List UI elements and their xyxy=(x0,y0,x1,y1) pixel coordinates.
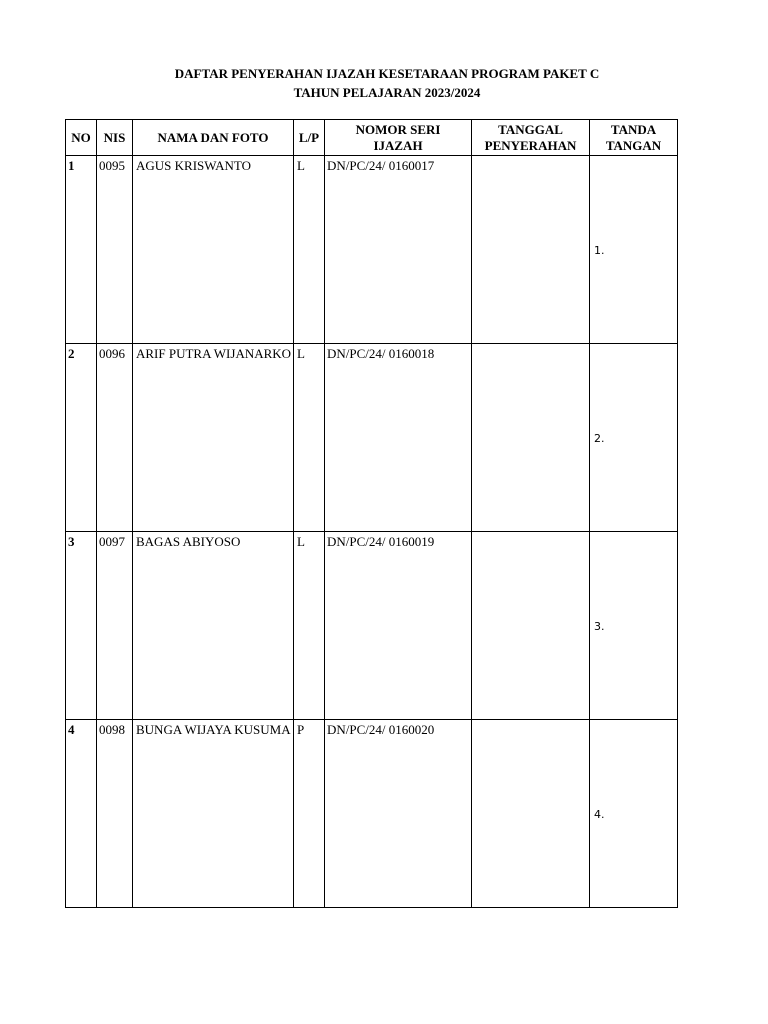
cell-tanda-tangan xyxy=(590,720,678,908)
cell-lp: P xyxy=(294,720,325,908)
cell-tanggal xyxy=(472,344,590,532)
cell-tanggal xyxy=(472,720,590,908)
cell-nama: AGUS KRISWANTO xyxy=(133,156,294,344)
cell-nama: BAGAS ABIYOSO xyxy=(133,532,294,720)
cell-tanda-tangan xyxy=(590,532,678,720)
cell-nomor-seri: DN/PC/24/ 0160019 xyxy=(325,532,472,720)
header-nis: NIS xyxy=(97,120,133,156)
cell-nomor-seri: DN/PC/24/ 0160018 xyxy=(325,344,472,532)
header-tanggal-line1: TANGGAL xyxy=(498,121,563,137)
cell-nis: 0096 xyxy=(97,344,133,532)
document-subtitle: TAHUN PELAJARAN 2023/2024 xyxy=(293,85,481,100)
cell-lp: L xyxy=(294,532,325,720)
diploma-handover-table xyxy=(65,119,678,908)
cell-lp: L xyxy=(294,344,325,532)
header-nama: NAMA DAN FOTO xyxy=(133,120,294,156)
table-row xyxy=(66,532,678,720)
table-row xyxy=(66,720,678,908)
signature-number: 3. xyxy=(594,620,605,633)
cell-nomor-seri: DN/PC/24/ 0160017 xyxy=(325,156,472,344)
cell-no: 4 xyxy=(66,720,97,908)
cell-lp: L xyxy=(294,156,325,344)
cell-nis: 0095 xyxy=(97,156,133,344)
table-row xyxy=(66,156,678,344)
cell-nama: ARIF PUTRA WIJANARKO xyxy=(133,344,294,532)
document-title: DAFTAR PENYERAHAN IJAZAH KESETARAAN PROGRAM PAKET C xyxy=(174,66,600,81)
cell-tanggal xyxy=(472,156,590,344)
header-tanggal-line2: PENYERAHAN xyxy=(484,137,577,153)
header-nomor-seri-line2: IJAZAH xyxy=(373,137,423,153)
cell-nama: BUNGA WIJAYA KUSUMA xyxy=(133,720,294,908)
cell-no: 1 xyxy=(66,156,97,344)
header-tanda-tangan-line1: TANDA xyxy=(610,121,657,137)
header-tanda-tangan-line2: TANGAN xyxy=(605,137,662,153)
signature-number: 1. xyxy=(594,244,605,257)
header-tanda-tangan xyxy=(590,120,678,156)
header-tanggal xyxy=(472,120,590,156)
signature-number: 2. xyxy=(594,432,605,445)
cell-nis: 0098 xyxy=(97,720,133,908)
signature-number: 4. xyxy=(594,808,605,821)
cell-no: 2 xyxy=(66,344,97,532)
header-nomor-seri-line1: NOMOR SERI xyxy=(355,121,441,137)
cell-nomor-seri: DN/PC/24/ 0160020 xyxy=(325,720,472,908)
cell-no: 3 xyxy=(66,532,97,720)
cell-tanda-tangan xyxy=(590,156,678,344)
cell-nis: 0097 xyxy=(97,532,133,720)
table-header-row xyxy=(66,120,678,156)
header-nomor-seri xyxy=(325,120,472,156)
header-lp: L/P xyxy=(294,120,325,156)
table-row xyxy=(66,344,678,532)
header-no: NO xyxy=(66,120,97,156)
cell-tanggal xyxy=(472,532,590,720)
cell-tanda-tangan xyxy=(590,344,678,532)
